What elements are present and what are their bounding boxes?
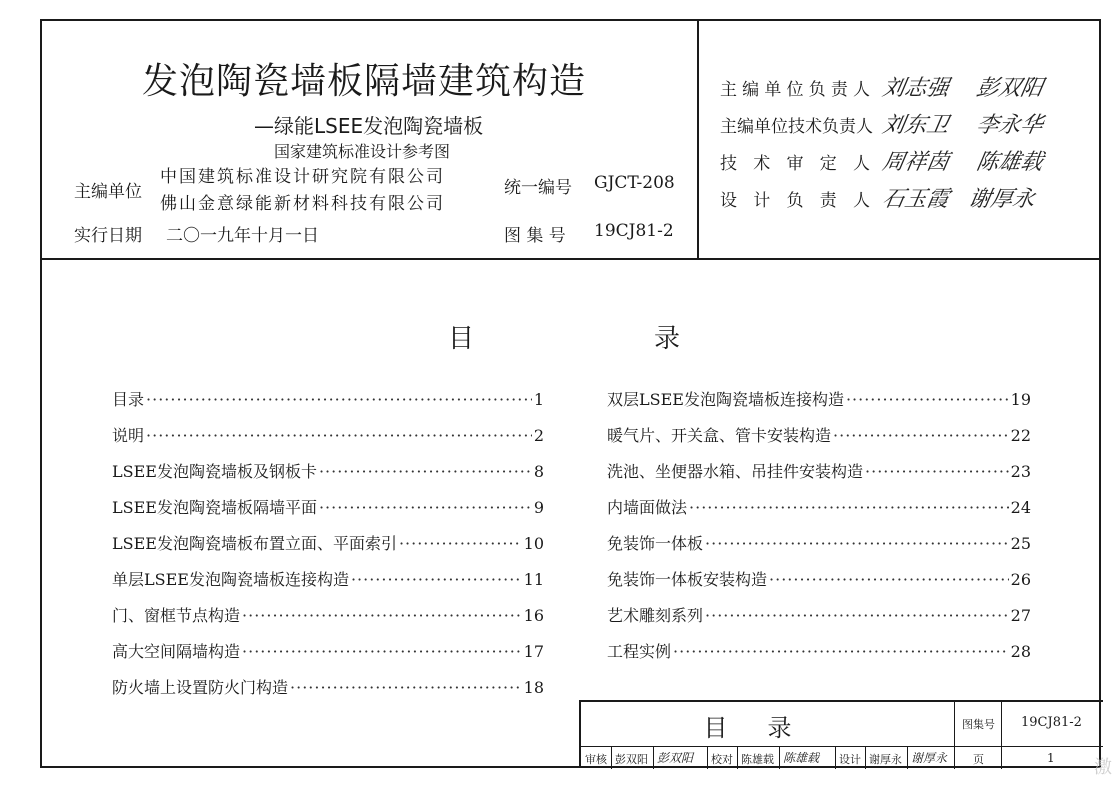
atlas-series: 国家建筑标准设计参考图 xyxy=(274,142,451,161)
toc-leader-dots xyxy=(146,426,532,445)
design-signature: 谢厚永 xyxy=(911,751,948,765)
toc-leader-dots xyxy=(399,534,522,553)
title-block-divider xyxy=(779,747,780,769)
toc-heading-right: 录 xyxy=(654,324,681,354)
toc-entry-page: 25 xyxy=(1010,534,1031,553)
signature-mark: 陈雄载 xyxy=(974,150,1045,175)
title-block-name: 目录 xyxy=(703,714,832,742)
title-block-divider xyxy=(653,747,654,769)
toc-entry xyxy=(112,675,544,711)
toc-left-column xyxy=(112,387,544,711)
toc-entry-title: LSEE发泡陶瓷墙板布置立面、平面索引 xyxy=(112,534,397,553)
toc-entry xyxy=(112,567,544,603)
signature-mark: 彭双阳 xyxy=(974,76,1045,101)
toc-entry-title: 防火墙上设置防火门构造 xyxy=(112,678,289,697)
signature-role: 主编单位负责人 xyxy=(720,80,870,100)
toc-entry-page: 2 xyxy=(533,426,544,445)
toc-entry-title: 免装饰一体板 xyxy=(607,534,704,553)
atlas-no-value: 19CJ81-2 xyxy=(594,221,674,241)
toc-entry-title: 单层LSEE发泡陶瓷墙板连接构造 xyxy=(112,570,349,589)
toc-entry xyxy=(607,531,1031,567)
toc-entry-page: 8 xyxy=(533,462,544,481)
page-label: 页 xyxy=(973,753,984,766)
toc-entry-page: 10 xyxy=(523,534,544,553)
signature-mark: 石玉霞 xyxy=(880,187,952,212)
editor-unit-2: 佛山金意绿能新材料科技有限公司 xyxy=(160,194,445,214)
editor-unit-1: 中国建筑标准设计研究院有限公司 xyxy=(160,167,445,187)
toc-leader-dots xyxy=(673,642,1009,661)
uniform-no-value: GJCT-208 xyxy=(594,173,675,193)
toc-entry xyxy=(607,495,1031,531)
signature-mark: 刘志强 xyxy=(880,76,952,101)
title-block-divider xyxy=(907,747,908,769)
signature-mark: 谢厚永 xyxy=(966,187,1037,212)
title-block-bottom-row xyxy=(581,747,1103,769)
toc-leader-dots xyxy=(689,498,1009,517)
atlas-no-label: 图 集 号 xyxy=(504,226,566,246)
toc-entry-page: 23 xyxy=(1010,462,1031,481)
date-value: 二〇一九年十月一日 xyxy=(166,226,319,246)
drawing-frame xyxy=(40,19,1101,768)
toc-leader-dots xyxy=(242,642,522,661)
toc-entry-title: 高大空间隔墙构造 xyxy=(112,642,241,661)
review-signature: 彭双阳 xyxy=(657,751,694,765)
title-block-divider xyxy=(611,747,612,769)
title-block-divider xyxy=(865,747,866,769)
toc-entry xyxy=(112,639,544,675)
check-label: 校对 xyxy=(711,753,733,766)
title-block-divider xyxy=(737,747,738,769)
toc-entry xyxy=(112,495,544,531)
toc-entry-title: 门、窗框节点构造 xyxy=(112,606,241,625)
toc-entry-title: 艺术雕刻系列 xyxy=(607,606,704,625)
toc-entry-page: 26 xyxy=(1010,570,1031,589)
toc-entry-title: 免装饰一体板安装构造 xyxy=(607,570,768,589)
toc-entry-title: LSEE发泡陶瓷墙板隔墙平面 xyxy=(112,498,317,517)
atlas-title: 发泡陶瓷墙板隔墙建筑构造 xyxy=(142,61,587,102)
signature-role: 主编单位技术负责人 xyxy=(720,117,873,137)
toc-leader-dots xyxy=(242,606,522,625)
uniform-no-label: 统一编号 xyxy=(504,178,572,198)
signature-role: 技术审定人 xyxy=(720,154,870,174)
signature-row xyxy=(720,71,1043,102)
toc-entry-page: 1 xyxy=(533,390,544,409)
toc-entry-title: 洗池、坐便器水箱、吊挂件安装构造 xyxy=(607,462,864,481)
toc-leader-dots xyxy=(351,570,522,589)
signature-row xyxy=(720,182,1035,213)
toc-entry-title: 说明 xyxy=(112,426,145,445)
toc-entry xyxy=(607,423,1031,459)
header-vertical-divider xyxy=(697,21,699,258)
toc-leader-dots xyxy=(319,498,532,517)
title-block-top-row xyxy=(581,702,1103,747)
signature-mark: 李永华 xyxy=(974,113,1045,138)
toc-entry-title: 内墙面做法 xyxy=(607,498,688,517)
toc-leader-dots xyxy=(705,606,1009,625)
toc-entry xyxy=(607,603,1031,639)
signature-role: 设计负责人 xyxy=(720,191,870,211)
toc-entry-title: 目录 xyxy=(112,390,145,409)
toc-entry xyxy=(112,603,544,639)
toc-entry-title: 双层LSEE发泡陶瓷墙板连接构造 xyxy=(607,390,844,409)
title-block-divider xyxy=(954,702,955,746)
toc-entry-page: 24 xyxy=(1010,498,1031,517)
toc-entry xyxy=(607,459,1031,495)
toc-entry-page: 18 xyxy=(523,678,544,697)
signature-mark: 周祥茵 xyxy=(880,150,952,175)
toc-entry-page: 19 xyxy=(1010,390,1031,409)
toc-leader-dots xyxy=(769,570,1009,589)
design-name: 谢厚永 xyxy=(869,753,902,766)
toc-leader-dots xyxy=(319,462,532,481)
toc-entry xyxy=(112,387,544,423)
toc-right-column xyxy=(607,387,1031,675)
check-name: 陈雄载 xyxy=(741,753,774,766)
check-signature: 陈雄载 xyxy=(783,751,820,765)
toc-entry xyxy=(607,639,1031,675)
watermark-text: 激 xyxy=(1094,757,1112,778)
toc-entry-page: 28 xyxy=(1010,642,1031,661)
toc-leader-dots xyxy=(705,534,1009,553)
toc-entry-page: 27 xyxy=(1010,606,1031,625)
toc-entry xyxy=(112,459,544,495)
signature-mark: 刘东卫 xyxy=(880,113,952,138)
toc-leader-dots xyxy=(865,462,1009,481)
toc-entry-page: 17 xyxy=(523,642,544,661)
toc-entry-page: 11 xyxy=(523,570,544,589)
title-block-atlas-value: 19CJ81-2 xyxy=(1021,715,1082,730)
toc-entry-title: 工程实例 xyxy=(607,642,672,661)
title-block-divider xyxy=(1001,747,1002,769)
toc-entry-title: 暖气片、开关盒、管卡安装构造 xyxy=(607,426,832,445)
toc-entry-title: LSEE发泡陶瓷墙板及钢板卡 xyxy=(112,462,317,481)
page-value: 1 xyxy=(1047,751,1055,765)
toc-entry xyxy=(112,531,544,567)
title-block-divider xyxy=(1001,702,1002,746)
header-divider xyxy=(42,258,1099,260)
design-label: 设计 xyxy=(839,753,861,766)
toc-leader-dots xyxy=(833,426,1009,445)
title-block-divider xyxy=(835,747,836,769)
toc-entry-page: 16 xyxy=(523,606,544,625)
date-label: 实行日期 xyxy=(74,226,142,246)
toc-entry xyxy=(112,423,544,459)
toc-leader-dots xyxy=(290,678,522,697)
signature-row xyxy=(720,108,1043,139)
toc-heading-left: 目 xyxy=(448,324,475,354)
atlas-subtitle: —绿能LSEE发泡陶瓷墙板 xyxy=(254,114,484,138)
toc-entry-page: 22 xyxy=(1010,426,1031,445)
review-label: 审核 xyxy=(585,753,607,766)
title-block xyxy=(579,700,1103,768)
title-block-atlas-label: 图集号 xyxy=(962,718,995,731)
toc-entry xyxy=(607,387,1031,423)
toc-leader-dots xyxy=(146,390,532,409)
title-block-divider xyxy=(707,747,708,769)
title-block-divider xyxy=(954,747,955,769)
toc-entry-page: 9 xyxy=(533,498,544,517)
review-name: 彭双阳 xyxy=(615,753,648,766)
toc-leader-dots xyxy=(846,390,1009,409)
toc-entry xyxy=(607,567,1031,603)
signature-row xyxy=(720,145,1043,176)
editor-label: 主编单位 xyxy=(74,182,142,202)
